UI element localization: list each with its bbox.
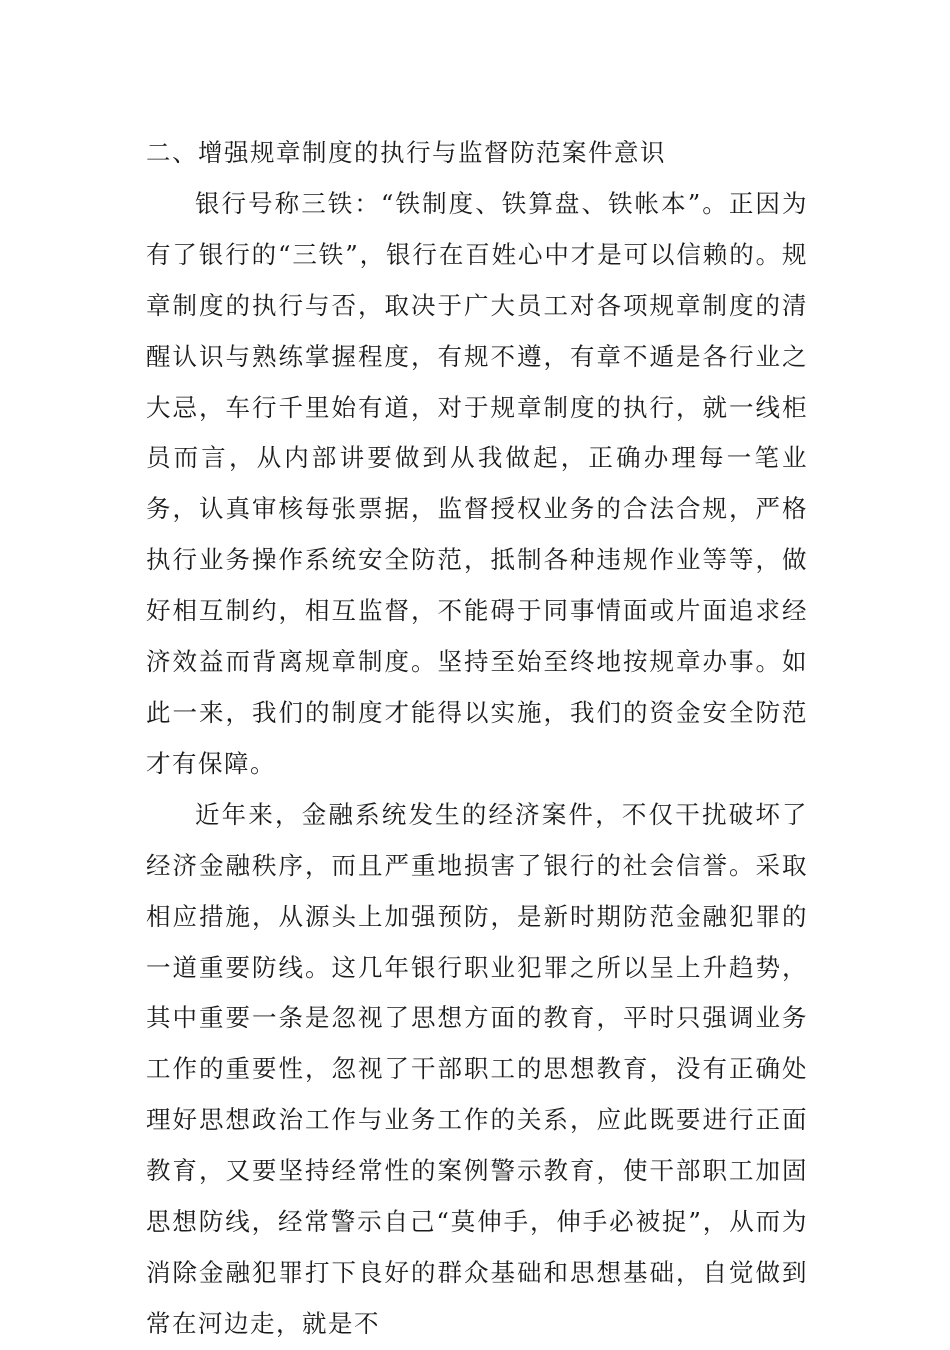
paragraph-financial-crime: 近年来，金融系统发生的经济案件，不仅干扰破坏了经济金融秩序，而且严重地损害了银行的社会信誉。采取相应措施，从源头上加强预防，是新时期防范金融犯罪的一道重要防线。这几年银行职业犯罪之所以呈上升趋势，其中重要一条是忽视了思想方面的教育，平时只强调业务工作的重要性，忽视了干部职工的思想教育，没有正确处理好思想政治工作与业务工作的关系，应此既要进行正面教育，又要坚持经常性的案例警示教育，使干部职工加固思想防线，经常警示自己“莫伸手，伸手必被捉”，从而为消除金融犯罪打下良好的群众基础和思想基础，自觉做到常在河边走，就是不 (146, 799, 808, 1338)
document-body (146, 128, 808, 1350)
section-heading: 二、增强规章制度的执行与监督防范案件意识 (146, 138, 666, 167)
paragraph-three-iron: 银行号称三铁：“铁制度、铁算盘、铁帐本”。正因为有了银行的“三铁”，银行在百姓心中才是可以信赖的。规章制度的执行与否，取决于广大员工对各项规章制度的清醒认识与熟练掌握程度，有规不遵，有章不遁是各行业之大忌，车行千里始有道，对于规章制度的执行，就一线柜员而言，从内部讲要做到从我做起，正确办理每一笔业务，认真审核每张票据，监督授权业务的合法合规，严格执行业务操作系统安全防范，抵制各种违规作业等等，做好相互制约，相互监督，不能碍于同事情面或片面追求经济效益而背离规章制度。坚持至始至终地按规章办事。如此一来，我们的制度才能得以实施，我们的资金安全防范才有保障。 (146, 188, 808, 778)
